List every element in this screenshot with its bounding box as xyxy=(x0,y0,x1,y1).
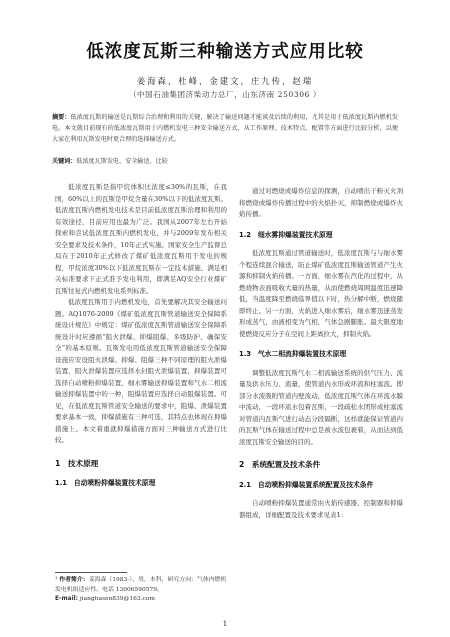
keywords-text: 低浓度瓦斯发电、安全输送、比较 xyxy=(76,158,168,165)
right-column xyxy=(239,186,403,521)
footnote-text: 姜海森（1983-），男，本科，研究方向：气体内燃机发电机组适应性。电话 13006590579。 xyxy=(55,577,227,593)
body-paragraph: 通过对燃烧或爆炸信息的探测，自动喷出干粉灭火剂将燃烧或爆炸传播过程中的火焰扑灭，抑制燃烧或爆炸火焰传播。 xyxy=(239,187,403,218)
author-list: 姜海森，杜峰，金建文，庄九传，赵瑞 xyxy=(136,76,314,86)
subsection-heading: 1.2 细水雾抑爆装置技术原理 xyxy=(239,230,333,239)
keywords xyxy=(52,156,398,165)
abstract-text: 低浓度瓦斯的输送是瓦斯综合治理和利用的关键，解决了输送问题才能谈及后续的利用，尤其是用于低浓度瓦斯内燃机发电。本文就目前现有的低浓度瓦斯用于内燃机发电三种安全输送方式，从工作原理、技术特点、配置等方面进行比较分析，以便大家在利用瓦斯发电时更合理的选择输送方式。 xyxy=(52,114,399,144)
section-heading: 1 技术原理 xyxy=(55,458,99,468)
author-footnote xyxy=(55,576,230,605)
footnote-divider xyxy=(55,572,127,573)
subsection-heading: 1.3 气水二相流抑爆装置技术原理 xyxy=(239,350,347,358)
page-number: 1 xyxy=(222,620,228,628)
subsection-heading: 1.1 自动喷粉抑爆装置技术原理 xyxy=(55,479,156,487)
abstract xyxy=(52,112,398,145)
body-paragraph: 低浓度瓦斯通过管道输送时，低浓度瓦斯与与细水雾个程连续混合输送，防止煤矿低浓度瓦斯输送管道产生火源和抑制火焰传播。一方面，细水雾在汽化的过程中，从燃烧物表面吸收大量的热量，从而使燃烧周围温度迅速降低，当温度降至燃烧临界值以下时，热分解中断，燃烧随即终止。另一方面，火焰进入细水雾后，细水雾迅速蒸发形成蒸气，由液相变为气相，气体急剧膨胀。最大限度地使燃烧反应分子在空间上距离拉大，抑制火焰。 xyxy=(239,249,403,338)
footnote-marker: ¹ xyxy=(55,577,58,583)
abstract-label: 摘要： xyxy=(52,114,71,121)
email-address: jianghasen839@163.com xyxy=(79,596,155,603)
body-paragraph: 调整低浓度瓦斯气水二相流输送系统的供气压力、流量及供水压力、流量，使管道内水形成环流和柱塞流。即部分水流吸附管道内壁流动，低浓度瓦斯气体在环流水膜中流动，一段环流水包着瓦斯，一段疏松水团形成柱塞流对管道内瓦斯气进行动态分段隔断，这样就能保证管道内的瓦斯气体在输送过程中总是被水流包裹着，从而达到低浓度瓦斯安全输送的目的。 xyxy=(239,368,403,446)
email-label: E-mail: xyxy=(55,596,78,603)
body-paragraph: 低浓度瓦斯是指甲烷体积比浓度≤30%的瓦斯，在我国，60%以上的瓦斯是甲烷含量在30%以下的低浓度瓦斯。低浓度瓦斯内燃机发电技术是目前低浓度瓦斯治理和利用的有效途径，目前应用也最为广泛。我国从2007年左右开始探索和尝试低浓度瓦斯内燃机发电，并与2009年发布相关安全要求及技术条件，10年正式实施。国家安全生产监督总局在于2010年正式修改了煤矿低浓度瓦斯用于发电的规程，甲烷浓度30%以下低浓度瓦斯在一定技术措施、满足相关标准要求下正式准予发电利用，即满足AQ安全行业煤矿瓦斯往复式内燃机发电系列标准。 xyxy=(55,183,227,295)
body-paragraph: 低浓度瓦斯用于内燃机发电，首先要解决其安全输送问题。AQ1076-2009《煤矿低浓度瓦斯管道输送安全保障系统设计规范》中规定：煤矿低浓度瓦斯管道输送安全保障系统设计时应遵循“阻火泄爆、抑爆阻爆、多级防护、确保安全”的基本原则。瓦斯发电用低浓度瓦斯管道输送安全保障设施应安设阻火泄爆、抑爆、阻爆三种不同原理的阻火泄爆装置，阻火泄爆装置应选择水封阻火泄爆装置，抑爆装置可选择自动喷粉抑爆装置、细水雾输送抑爆装置和气水二相流输送抑爆装置中的一种，阻爆装置应选择自动阻爆装置。可见，在低浓度瓦斯管道安全输送的要求中，阻爆、泄爆装置要求基本一致，抑爆措施有三种可选，其特点也体现在抑爆措施上。本文着重就抑爆措施方面对三种输送方式进行比较。 xyxy=(55,298,227,444)
affiliation: （中国石油集团济柴动力总厂，山东济南 250306 ） xyxy=(128,90,322,99)
footnote-label: 作者简介： xyxy=(59,577,89,583)
body-paragraph: 自动喷粉抑爆装置通常由火焰传感器、控制器和抑爆器组成，详细配置及技术要求见表1： xyxy=(239,499,403,519)
subsection-heading: 2.1 自动喷粉抑爆装置系统配置及技术条件 xyxy=(239,480,374,489)
section-heading: 2 系统配置及技术条件 xyxy=(239,460,321,469)
left-column xyxy=(55,182,227,497)
paper-title: 低浓度瓦斯三种输送方式应用比较 xyxy=(86,42,364,62)
keywords-label: 关键词： xyxy=(52,158,77,165)
